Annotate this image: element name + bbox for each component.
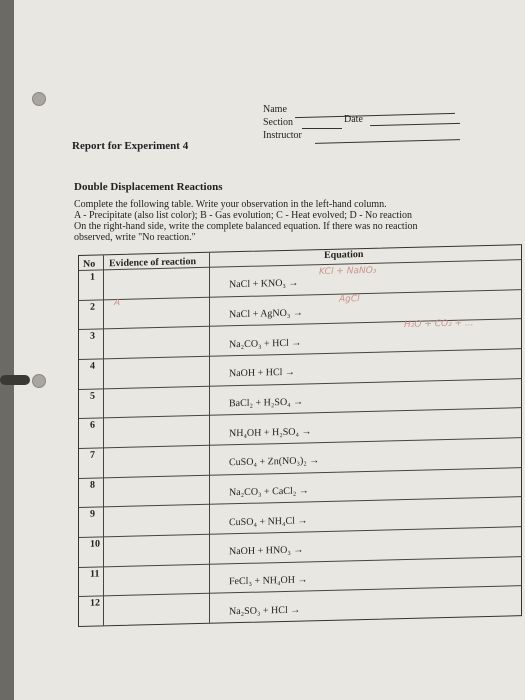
handwritten-answer: KCl + NaNO₃ — [319, 265, 377, 278]
row-number: 10 — [90, 538, 100, 550]
equation-text: Na₂CO₃ + CaCl₂ → — [229, 485, 309, 499]
evidence-cell[interactable] — [105, 387, 207, 417]
row-number: 6 — [90, 419, 95, 432]
evidence-cell[interactable] — [105, 476, 207, 506]
evidence-cell[interactable] — [105, 565, 207, 595]
evidence-cell[interactable] — [105, 416, 207, 446]
handwritten-answer: H₂O + CO₂ + ... — [404, 318, 474, 331]
evidence-cell[interactable] — [105, 268, 207, 298]
section-title: Double Displacement Reactions — [74, 181, 223, 193]
reaction-table — [78, 244, 522, 627]
binder-edge — [0, 0, 14, 700]
evidence-cell[interactable] — [105, 327, 207, 357]
column-divider — [103, 255, 104, 625]
equation-text: NaOH + HNO₃ → — [229, 544, 304, 558]
handwritten-answer: AgCl — [339, 294, 360, 305]
binder-ring — [0, 375, 30, 385]
instructor-label: Instructor — [263, 130, 302, 141]
row-number: 1 — [90, 271, 95, 283]
equation-text: FeCl₃ + NH₄OH → — [229, 574, 308, 588]
section-line[interactable] — [302, 128, 342, 129]
row-number: 11 — [90, 568, 100, 580]
header-evidence: Evidence of reaction — [109, 256, 197, 270]
handwritten-evidence: A — [114, 297, 121, 309]
equation-text: NaOH + HCl → — [229, 367, 295, 380]
punch-hole-top — [32, 92, 46, 106]
row-number: 9 — [90, 508, 95, 521]
instruction-line: On the right-hand side, write the complete balanced equation. If there was no reaction — [74, 221, 418, 232]
row-number: 5 — [90, 390, 95, 402]
row-number: 3 — [90, 330, 95, 343]
evidence-cell[interactable] — [105, 298, 207, 328]
row-number: 8 — [90, 479, 95, 491]
column-divider — [209, 253, 210, 623]
evidence-cell[interactable] — [105, 357, 207, 387]
evidence-cell[interactable] — [105, 594, 207, 624]
header-equation: Equation — [324, 249, 364, 261]
equation-text: BaCl₂ + H₂SO₄ → — [229, 396, 304, 410]
evidence-cell[interactable] — [105, 535, 207, 565]
equation-text: NH₄OH + H₂SO₄ → — [229, 425, 312, 439]
equation-text: Na₂CO₃ + HCl → — [229, 337, 302, 350]
instruction-line: Complete the following table. Write your observation in the left-hand column. — [74, 199, 387, 210]
equation-text: NaCl + AgNO₃ → — [229, 307, 303, 321]
equation-text: CuSO₄ + NH₄Cl → — [229, 515, 308, 528]
equation-text: CuSO₄ + Zn(NO₃)₂ → — [229, 455, 320, 469]
row-number: 12 — [90, 597, 100, 610]
equation-text: Na₂SO₃ + HCl → — [229, 604, 301, 617]
instruction-line: A - Precipitate (also list color); B - Gas evolution; C - Heat evolved; D - No reaction — [74, 210, 412, 221]
header-no: No — [83, 258, 96, 270]
row-number: 7 — [90, 449, 95, 461]
evidence-cell[interactable] — [105, 505, 207, 535]
name-label: Name — [263, 104, 287, 115]
punch-hole-middle — [32, 374, 46, 388]
row-number: 4 — [90, 360, 95, 372]
date-label: Date — [344, 114, 363, 125]
evidence-cell[interactable] — [105, 446, 207, 476]
section-label: Section — [263, 117, 293, 128]
report-title: Report for Experiment 4 — [72, 140, 189, 152]
instruction-line: observed, write "No reaction." — [74, 232, 196, 243]
equation-text: NaCl + KNO₃ → — [229, 277, 299, 291]
row-number: 2 — [90, 301, 95, 313]
